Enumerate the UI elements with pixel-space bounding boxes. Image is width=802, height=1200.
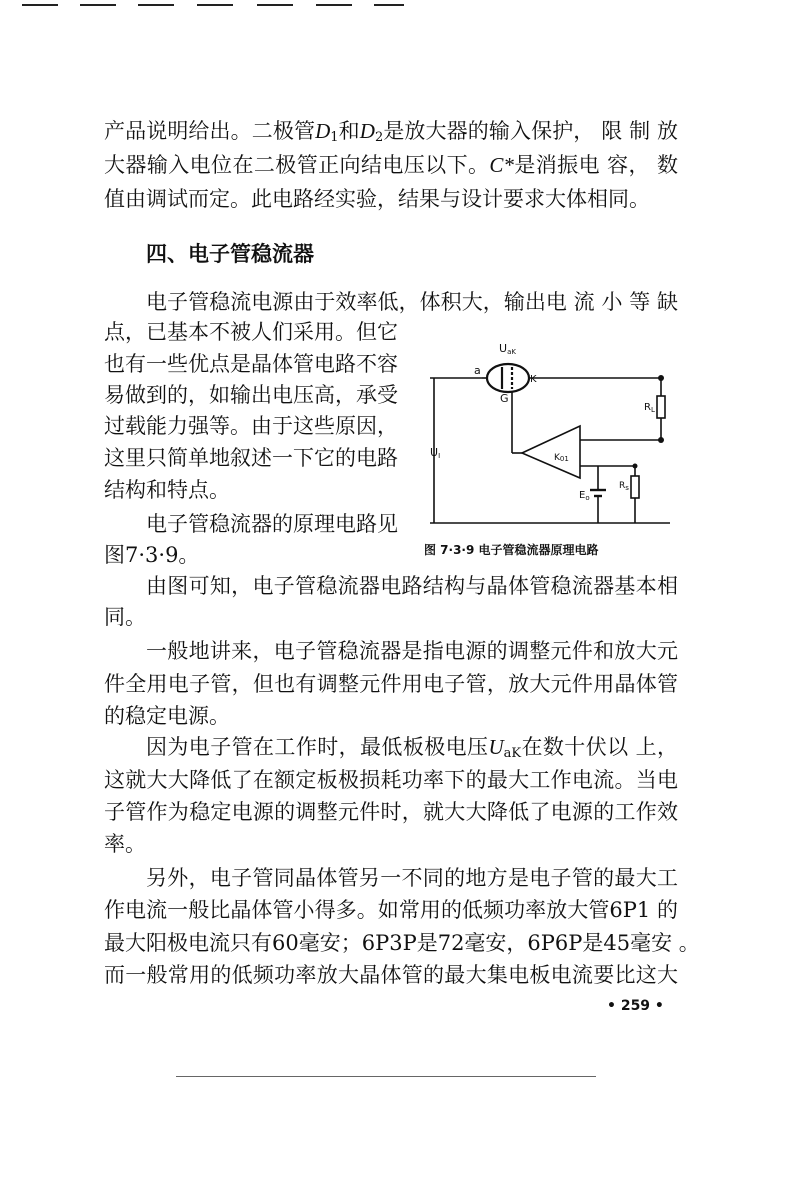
paragraph-1-line-1: 产品说明给出。二极管$D_1$和$D_2$是放大器的输入保护， 限 制 放 [104, 119, 678, 145]
paragraph-2-line-4: 易做到的，如输出电压高，承受 [104, 383, 398, 407]
top-border-dash [197, 4, 233, 6]
paragraph-5-line-2: 件全用电子管，但也有调整元件用电子管，放大元件用晶体管 [104, 672, 678, 696]
circuit-diagram [420, 338, 690, 538]
top-border-dash [80, 4, 116, 6]
section-heading: 四、电子管稳流器 [146, 242, 314, 266]
paragraph-3-line-2: 图7·3·9。 [104, 543, 200, 567]
paragraph-7-line-4: 而一般常用的低频功率放大晶体管的最大集电板电流要比这大 [104, 963, 678, 987]
paragraph-2-line-1: 电子管稳流电源由于效率低，体积大，输出电 流 小 等 缺 [146, 290, 678, 314]
paragraph-2-line-3: 也有一些优点是晶体管电路不容 [104, 352, 398, 376]
label-eo: $E_o$ [579, 490, 590, 502]
paragraph-6-line-3: 子管作为稳定电源的调整元件时，就大大降低了电源的工作效 [104, 800, 678, 824]
top-border-dash [257, 4, 293, 6]
paragraph-7-line-2: 作电流一般比晶体管小得多。如常用的低频功率放大管6P1 的 [104, 898, 678, 922]
paragraph-1-line-3: 值由调试而定。此电路经实验，结果与设计要求大体相同。 [104, 187, 650, 211]
page-number: • 259 • [607, 998, 664, 1014]
label-rs: $R_s$ [619, 481, 629, 492]
label-u-ak: UaK [499, 342, 516, 356]
paragraph-4-line-1: 由图可知，电子管稳流器电路结构与晶体管稳流器基本相 [146, 574, 678, 598]
paragraph-6-line-1: 因为电子管在工作时，最低板极电压$U_{aK}$在数十伏以 上， [146, 735, 678, 761]
paragraph-2-line-2: 点，已基本不被人们采用。但它 [104, 320, 398, 344]
paragraph-6-line-2: 这就大大降低了在额定板极损耗功率下的最大工作电流。当电 [104, 768, 678, 792]
paragraph-3-line-1: 电子管稳流器的原理电路见 [146, 512, 398, 536]
top-border-dash [374, 4, 404, 6]
paragraph-1-line-2: 大器输入电位在二极管正向结电压以下。C*是消振电 容， 数 [104, 153, 678, 177]
top-border-dash [316, 4, 352, 6]
figure-caption: 图 7·3·9 电子管稳流器原理电路 [424, 543, 599, 557]
paragraph-5-line-1: 一般地讲来，电子管稳流器是指电源的调整元件和放大元 [146, 639, 678, 663]
label-ui: UI [430, 446, 441, 460]
label-g: G [500, 392, 509, 405]
top-border-dash [138, 4, 174, 6]
paragraph-2-line-5: 过载能力强等。由于这些原因， [104, 414, 398, 438]
label-k: K [530, 374, 537, 385]
paragraph-4-line-2: 同。 [104, 605, 146, 629]
top-border-dash [22, 4, 58, 6]
label-a: a [474, 364, 481, 377]
paragraph-6-line-4: 率。 [104, 832, 146, 856]
paragraph-2-line-7: 结构和特点。 [104, 478, 230, 502]
paragraph-2-line-6: 这里只简单地叙述一下它的电路 [104, 446, 398, 470]
paragraph-7-line-1: 另外，电子管同晶体管另一不同的地方是电子管的最大工 [146, 866, 678, 890]
bottom-rule [176, 1076, 596, 1077]
paragraph-5-line-3: 的稳定电源。 [104, 704, 230, 728]
paragraph-7-line-3: 最大阳极电流只有60毫安；6P3P是72毫安，6P6P是45毫安 。 [104, 931, 700, 955]
label-rl: $R_L$ [644, 402, 655, 414]
label-k01: K01 [554, 453, 569, 463]
